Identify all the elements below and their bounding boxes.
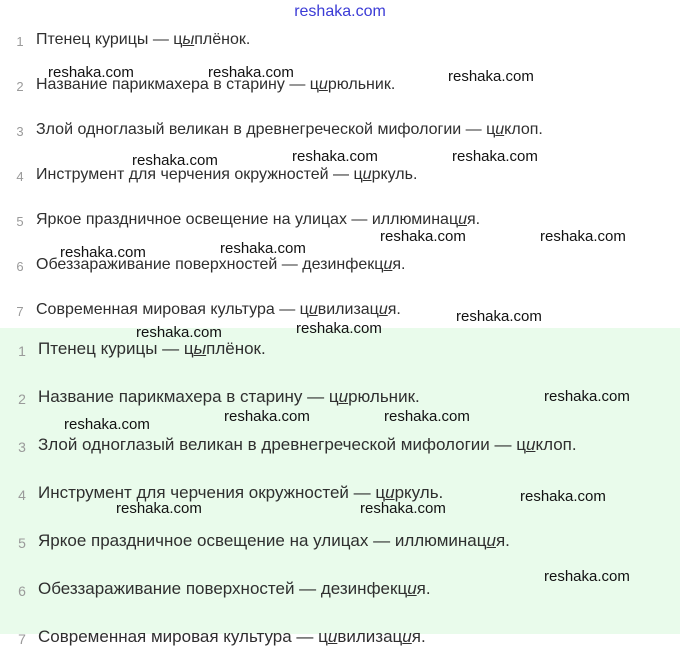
item-text: Инструмент для черчения окружностей — циркуль. — [38, 483, 444, 502]
watermark: reshaka.com — [544, 568, 630, 585]
watermark: reshaka.com — [48, 64, 134, 81]
watermark: reshaka.com — [456, 308, 542, 325]
item-number: 1 — [18, 343, 26, 359]
list-item — [0, 116, 680, 148]
item-number: 7 — [16, 304, 24, 319]
item-number: 3 — [16, 124, 24, 139]
item-number: 2 — [16, 79, 24, 94]
item-text: Злой одноглазый великан в древнегреческой мифологии — циклоп. — [36, 121, 543, 138]
word-list-answers — [0, 328, 680, 647]
watermark: reshaka.com — [360, 500, 446, 517]
item-number: 1 — [16, 34, 24, 49]
item-text: Обеззараживание поверхностей — дезинфекция. — [36, 256, 406, 273]
item-number: 6 — [18, 583, 26, 599]
watermark: reshaka.com — [380, 228, 466, 245]
watermark: reshaka.com — [448, 68, 534, 85]
item-text: Обеззараживание поверхностей — дезинфекция. — [38, 579, 431, 598]
list-item — [0, 334, 680, 366]
item-text: Птенец курицы — цыплёнок. — [36, 31, 251, 48]
item-text: Птенец курицы — цыплёнок. — [38, 339, 266, 358]
watermark: reshaka.com — [544, 388, 630, 405]
watermark: reshaka.com — [292, 148, 378, 165]
list-item — [0, 26, 680, 58]
watermark: reshaka.com — [132, 152, 218, 169]
site-link[interactable]: reshaka.com — [294, 3, 386, 20]
item-text: Инструмент для черчения окружностей — циркуль. — [36, 166, 418, 183]
watermark: reshaka.com — [224, 408, 310, 425]
item-number: 5 — [16, 214, 24, 229]
item-number: 3 — [18, 439, 26, 455]
item-number: 4 — [18, 487, 26, 503]
watermark: reshaka.com — [60, 244, 146, 261]
item-number: 2 — [18, 391, 26, 407]
watermark: reshaka.com — [208, 64, 294, 81]
item-text: Злой одноглазый великан в древнегреческой мифологии — циклоп. — [38, 435, 577, 454]
list-item — [0, 161, 680, 193]
site-header — [0, 0, 680, 24]
watermark: reshaka.com — [520, 488, 606, 505]
item-number: 7 — [18, 631, 26, 647]
item-text: Яркое праздничное освещение на улицах — иллюминация. — [38, 531, 510, 550]
watermark: reshaka.com — [296, 320, 382, 337]
watermark: reshaka.com — [220, 240, 306, 257]
item-text: Яркое праздничное освещение на улицах — иллюминация. — [36, 211, 481, 228]
item-text: Современная мировая культура — цивилизация. — [36, 301, 401, 318]
item-number: 4 — [16, 169, 24, 184]
list-item — [0, 526, 680, 558]
item-number: 6 — [16, 259, 24, 274]
watermark: reshaka.com — [116, 500, 202, 517]
list-item — [0, 430, 680, 462]
watermark: reshaka.com — [540, 228, 626, 245]
watermark: reshaka.com — [64, 416, 150, 433]
item-text: Название парикмахера в старину — цирюльник. — [38, 387, 420, 406]
list-item — [0, 622, 680, 654]
watermark: reshaka.com — [384, 408, 470, 425]
item-text: Современная мировая культура — цивилизация. — [38, 627, 426, 646]
item-text: Название парикмахера в старину — цирюльник. — [36, 76, 396, 93]
watermark: reshaka.com — [452, 148, 538, 165]
item-number: 5 — [18, 535, 26, 551]
watermark: reshaka.com — [136, 324, 222, 341]
